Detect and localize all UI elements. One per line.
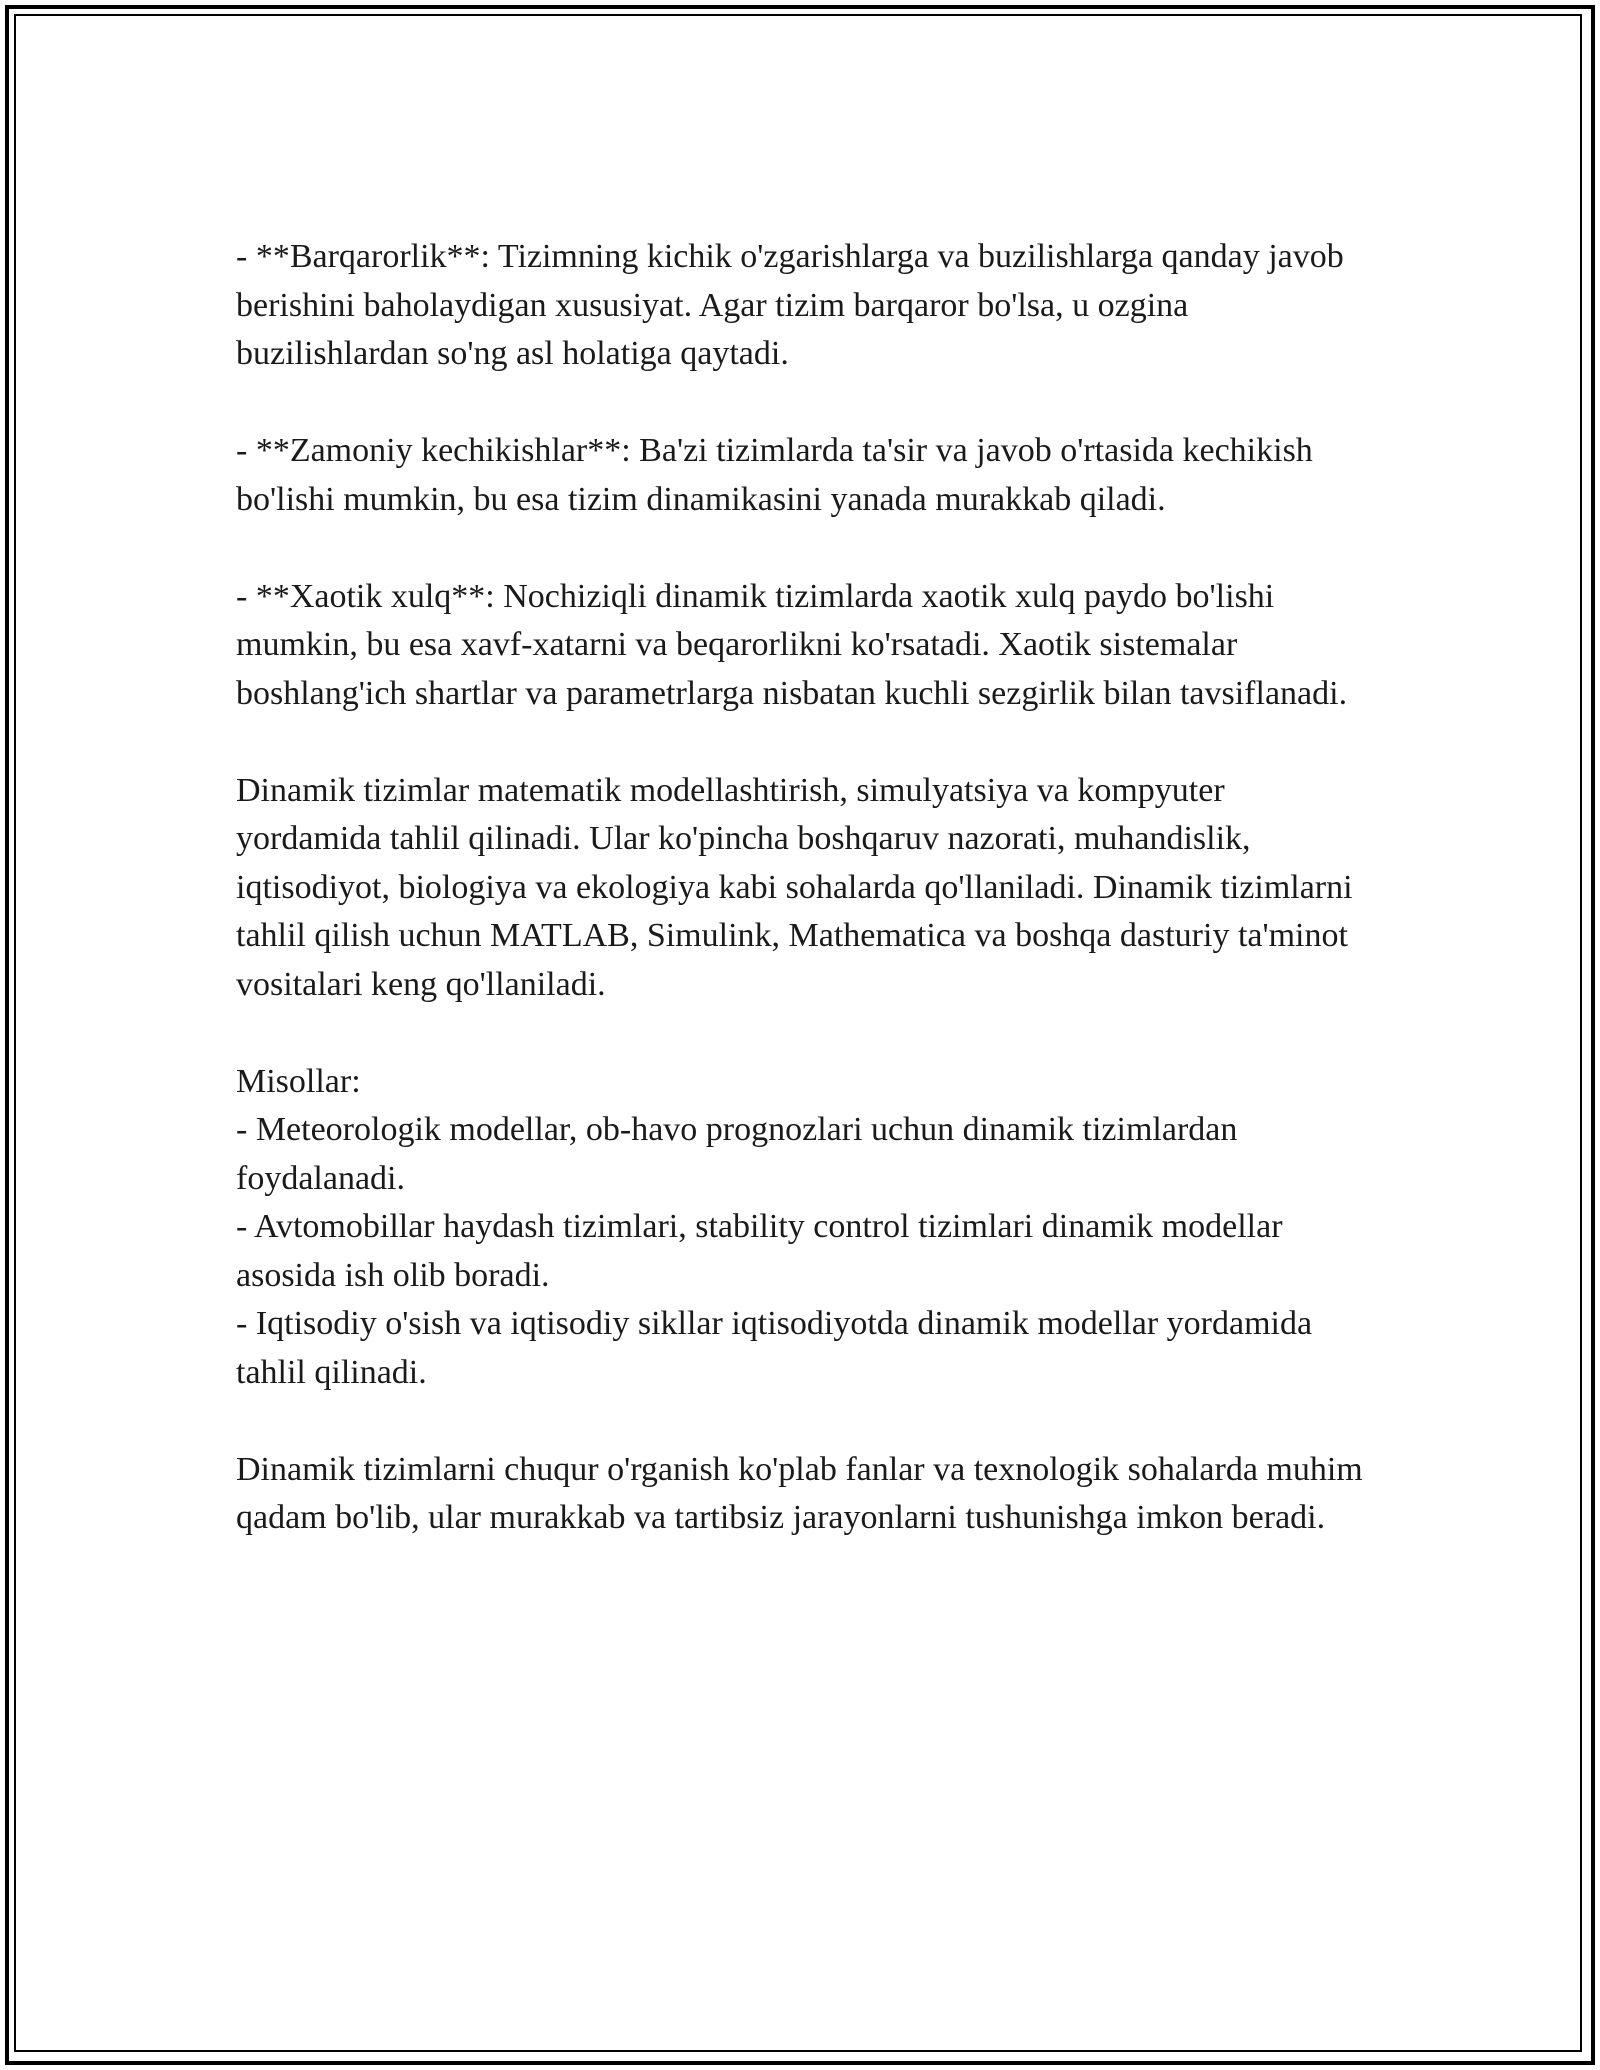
paragraph-chaotic-behavior xyxy=(236,573,1376,719)
paragraph-line: - **Zamoniy kechikishlar**: Ba'zi tizimlarda ta'sir va javob o'rtasida kechikish bo'lishi mumkin, bu esa tizim dinamikasini yanada murakkab qiladi. xyxy=(236,432,1313,518)
paragraph-stability xyxy=(236,233,1376,379)
paragraph-line: - **Xaotik xulq**: Nochiziqli dinamik tizimlarda xaotik xulq paydo bo'lishi mumkin, bu esa xavf-xatarni va beqarorlikni ko'rsatadi. Xaotik sistemalar boshlang'ich shartlar va parametrlarga nisbatan kuchli sezgirlik bilan tavsiflanadi. xyxy=(236,577,1348,712)
document-body xyxy=(236,233,1376,1543)
paragraph-line: - **Barqarorlik**: Tizimning kichik o'zgarishlarga va buzilishlarga qanday javob berishini baholaydigan xususiyat. Agar tizim barqaror bo'lsa, u ozgina buzilishlardan so'ng asl holatiga qaytadi. xyxy=(236,238,1344,372)
example-item-automotive: - Avtomobillar haydash tizimlari, stability control tizimlari dinamik modellar asosida ish olib boradi. xyxy=(236,1208,1283,1294)
paragraph-line: Dinamik tizimlarni chuqur o'rganish ko'plab fanlar va texnologik sohalarda muhim qadam bo'lib, ular murakkab va tartibsiz jarayonlarni tushunishga imkon beradi. xyxy=(236,1450,1363,1536)
paragraph-examples xyxy=(236,1058,1376,1398)
paragraph-line: Dinamik tizimlar matematik modellashtirish, simulyatsiya va kompyuter yordamida tahlil qilinadi. Ular ko'pincha boshqaruv nazorati, muhandislik, iqtisodiyot, biologiya va ekologiya kabi sohalarda qo'llaniladi. Dinamik tizimlarni tahlil qilish uchun MATLAB, Simulink, Mathematica va boshqa dasturiy ta'minot vositalari keng qo'llaniladi. xyxy=(236,771,1353,1003)
examples-heading: Misollar: xyxy=(236,1062,361,1100)
example-item-meteorology: - Meteorologik modellar, ob-havo prognozlari uchun dinamik tizimlardan foydalanadi. xyxy=(236,1111,1238,1197)
paragraph-time-delays xyxy=(236,427,1376,524)
paragraph-analysis-tools xyxy=(236,767,1376,1010)
paragraph-conclusion xyxy=(236,1446,1376,1543)
example-item-economics: - Iqtisodiy o'sish va iqtisodiy sikllar iqtisodiyotda dinamik modellar yordamida tahlil qilinadi. xyxy=(236,1305,1313,1391)
